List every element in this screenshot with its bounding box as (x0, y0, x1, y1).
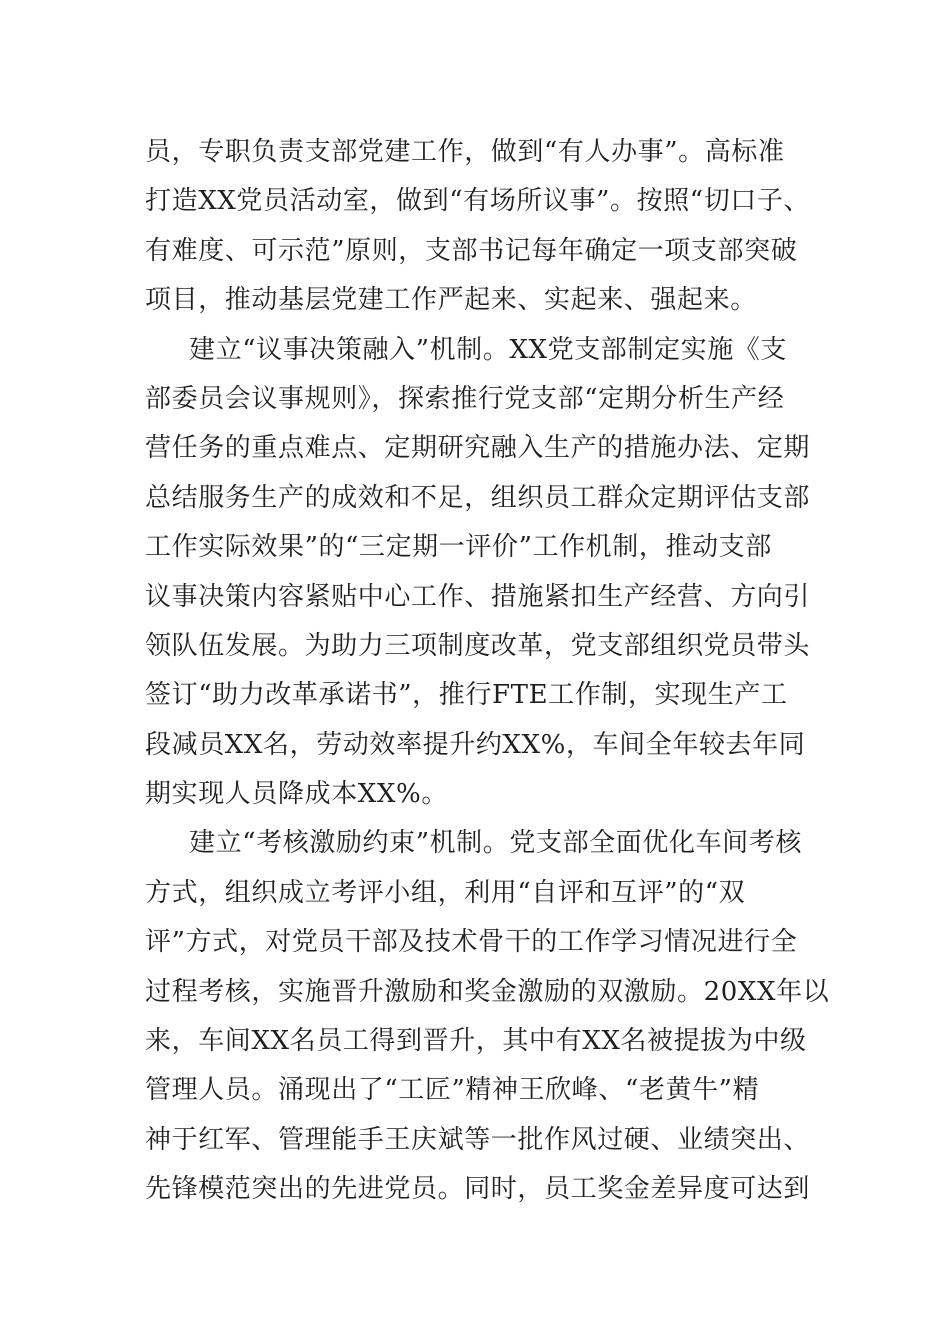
text-line: 期实现人员降成本XX%。 (145, 779, 448, 810)
text-line: 项目，推动基层党建工作严起来、实起来、强起来。 (145, 285, 757, 316)
paragraph-start-line: 建立“考核激励约束”机制。党支部全面优化车间考核 (189, 828, 802, 859)
text-line: 领队伍发展。为助力三项制度改革，党支部组织党员带头 (145, 630, 811, 661)
text-line: 有难度、可示范”原则，支部书记每年确定一项支部突破 (145, 235, 798, 266)
text-line: 营任务的重点难点、定期研究融入生产的措施办法、定期 (145, 433, 811, 464)
body-text (145, 128, 830, 1215)
text-line: 管理人员。涌现出了“工匠”精神王欣峰、“老黄牛”精 (145, 1075, 760, 1106)
paragraph-start-line: 建立“议事决策融入”机制。XX党支部制定实施《支 (189, 334, 788, 365)
text-line: 评”方式，对党员干部及技术骨干的工作学习情况进行全 (145, 927, 798, 958)
text-line: 总结服务生产的成效和不足，组织员工群众定期评估支部 (145, 482, 811, 513)
text-line: 过程考核，实施晋升激励和奖金激励的双激励。20XX年以 (145, 976, 830, 1007)
text-line: 来，车间XX名员工得到晋升，其中有XX名被提拔为中级 (145, 1026, 807, 1057)
text-line: 段减员XX名，劳动效率提升约XX%，车间全年较去年同 (145, 729, 806, 760)
text-line: 神于红军、管理能手王庆斌等一批作风过硬、业绩突出、 (145, 1124, 811, 1155)
text-line: 签订“助力改革承诺书”，推行FTE工作制，实现生产工 (145, 680, 788, 711)
text-line: 方式，组织成立考评小组，利用“自评和互评”的“双 (145, 877, 746, 908)
text-line: 工作实际效果”的“三定期一评价”工作机制，推动支部 (145, 532, 772, 563)
text-line: 部委员会议事规则》，探索推行党支部“定期分析生产经 (145, 383, 785, 414)
text-line: 员，专职负责支部党建工作，做到“有人办事”。高标准 (145, 137, 785, 167)
text-line: 议事决策内容紧贴中心工作、措施紧扣生产经营、方向引 (145, 581, 811, 612)
text-line: 打造XX党员活动室，做到“有场所议事”。按照“切口子、 (145, 186, 811, 217)
text-line: 先锋模范突出的先进党员。同时，员工奖金差异度可达到 (145, 1174, 811, 1205)
